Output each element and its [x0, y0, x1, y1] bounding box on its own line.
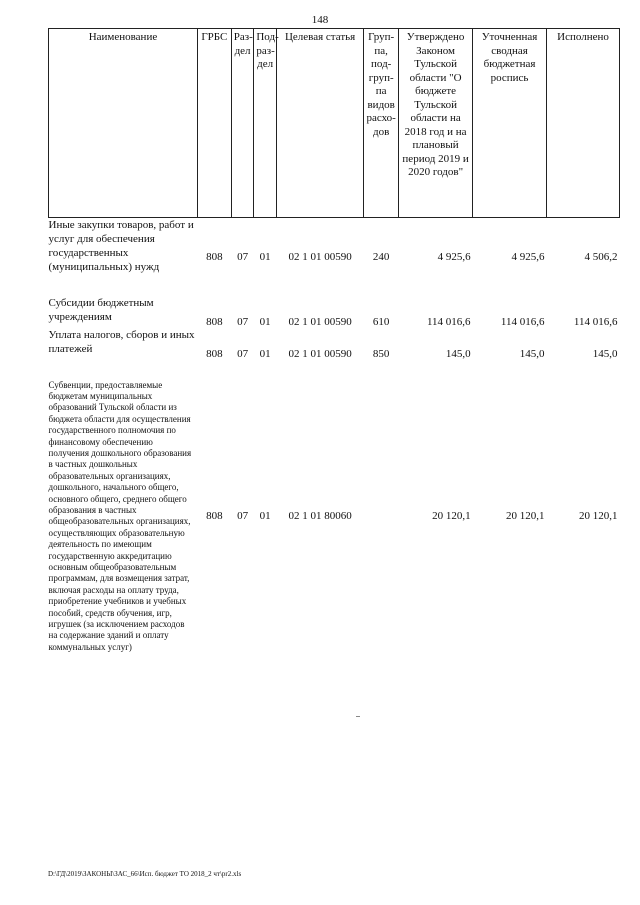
row-name: Уплата налогов, сборов и иных платежей [48, 328, 195, 355]
row-tselevaya: 02 1 01 00590 [288, 250, 352, 263]
table-row [49, 380, 620, 654]
row-ispolneno: 114 016,6 [573, 315, 618, 328]
scan-mark [356, 716, 360, 717]
row-ispolneno: 4 506,2 [584, 250, 618, 263]
footer-file-path: D:\ГД\2019\ЗАКОНЫ\ЗАС_66\Исп. бюджет ТО 2018_2 чт\pr2.xls [48, 870, 242, 878]
row-utochnennaya: 4 925,6 [511, 250, 545, 263]
row-ispolneno: 145,0 [592, 347, 618, 360]
row-name: Иные закупки товаров, работ и услуг для обеспечения государственных (муниципальных) нужд [48, 219, 194, 273]
row-tselevaya: 02 1 01 00590 [288, 315, 352, 328]
row-utochnennaya: 20 120,1 [506, 510, 545, 523]
row-podrazdel: 01 [259, 315, 271, 328]
row-razdel: 07 [237, 250, 249, 263]
row-spacer [49, 360, 620, 380]
row-vid: 240 [372, 250, 390, 263]
row-tselevaya: 02 1 01 80060 [288, 510, 352, 523]
table-header-row [49, 29, 620, 218]
header-utochnennaya: Уточненная сводная бюджетная роспись [473, 29, 547, 218]
header-utverzhdeno: Утверждено Законом Тульской области "О бюджете Тульской области на 2018 год и на плановый период 2019 и 2020 годов" [399, 29, 473, 218]
row-utverzhdeno: 114 016,6 [426, 315, 471, 328]
row-vid: 610 [372, 315, 390, 328]
row-utochnennaya: 114 016,6 [500, 315, 545, 328]
row-vid: 850 [372, 347, 390, 360]
page-number: 148 [311, 14, 329, 26]
header-name: Наименование [49, 29, 198, 218]
row-tselevaya: 02 1 01 00590 [288, 347, 352, 360]
row-vid [364, 380, 399, 654]
table-row [49, 296, 620, 328]
header-podrazdel: Под-раз-дел [254, 29, 277, 218]
row-grbs: 808 [206, 250, 223, 263]
row-podrazdel: 01 [259, 510, 271, 523]
row-podrazdel: 01 [259, 347, 271, 360]
header-razdel: Раз-дел [231, 29, 254, 218]
row-utverzhdeno: 20 120,1 [432, 510, 471, 523]
row-name: Субвенции, предоставляемые бюджетам муниципальных образований Тульской области из бюджета области для осуществления государственного полномочия по финансовому обеспечению получения дошкольного образования в частных дошкольных образовательных организациях, дошкольного, начального общего, основного общего, среднего общего образования в частных общеобразовательных организациях, осуществляющих образовательную деятельность по имеющим государственную аккредитацию основным общеобразовательным программам, для возмещения затрат, включая расходы на оплату труда, приобретение учебников и учебных пособий, средств обучения, игр, игрушек (за исключением расходов на содержание зданий и оплату коммунальных услуг) [48, 379, 192, 652]
budget-table-container [48, 28, 620, 653]
row-razdel: 07 [237, 315, 249, 328]
row-utverzhdeno: 145,0 [445, 347, 471, 360]
header-vid: Груп-па, под-груп-па видов расхо-дов [364, 29, 399, 218]
header-ispolneno: Исполнено [547, 29, 620, 218]
table-row [49, 218, 620, 296]
row-ispolneno: 20 120,1 [579, 510, 618, 523]
table-row [49, 328, 620, 360]
row-utverzhdeno: 4 925,6 [437, 250, 471, 263]
header-grbs: ГРБС [197, 29, 231, 218]
row-utochnennaya: 145,0 [519, 347, 545, 360]
row-grbs: 808 [206, 315, 223, 328]
row-razdel: 07 [237, 510, 249, 523]
row-name: Субсидии бюджетным учреждениям [48, 296, 154, 323]
row-grbs: 808 [206, 510, 223, 523]
row-grbs: 808 [206, 347, 223, 360]
row-podrazdel: 01 [259, 250, 271, 263]
header-tselevaya: Целевая статья [276, 29, 363, 218]
budget-table [48, 28, 620, 653]
row-razdel: 07 [237, 347, 249, 360]
